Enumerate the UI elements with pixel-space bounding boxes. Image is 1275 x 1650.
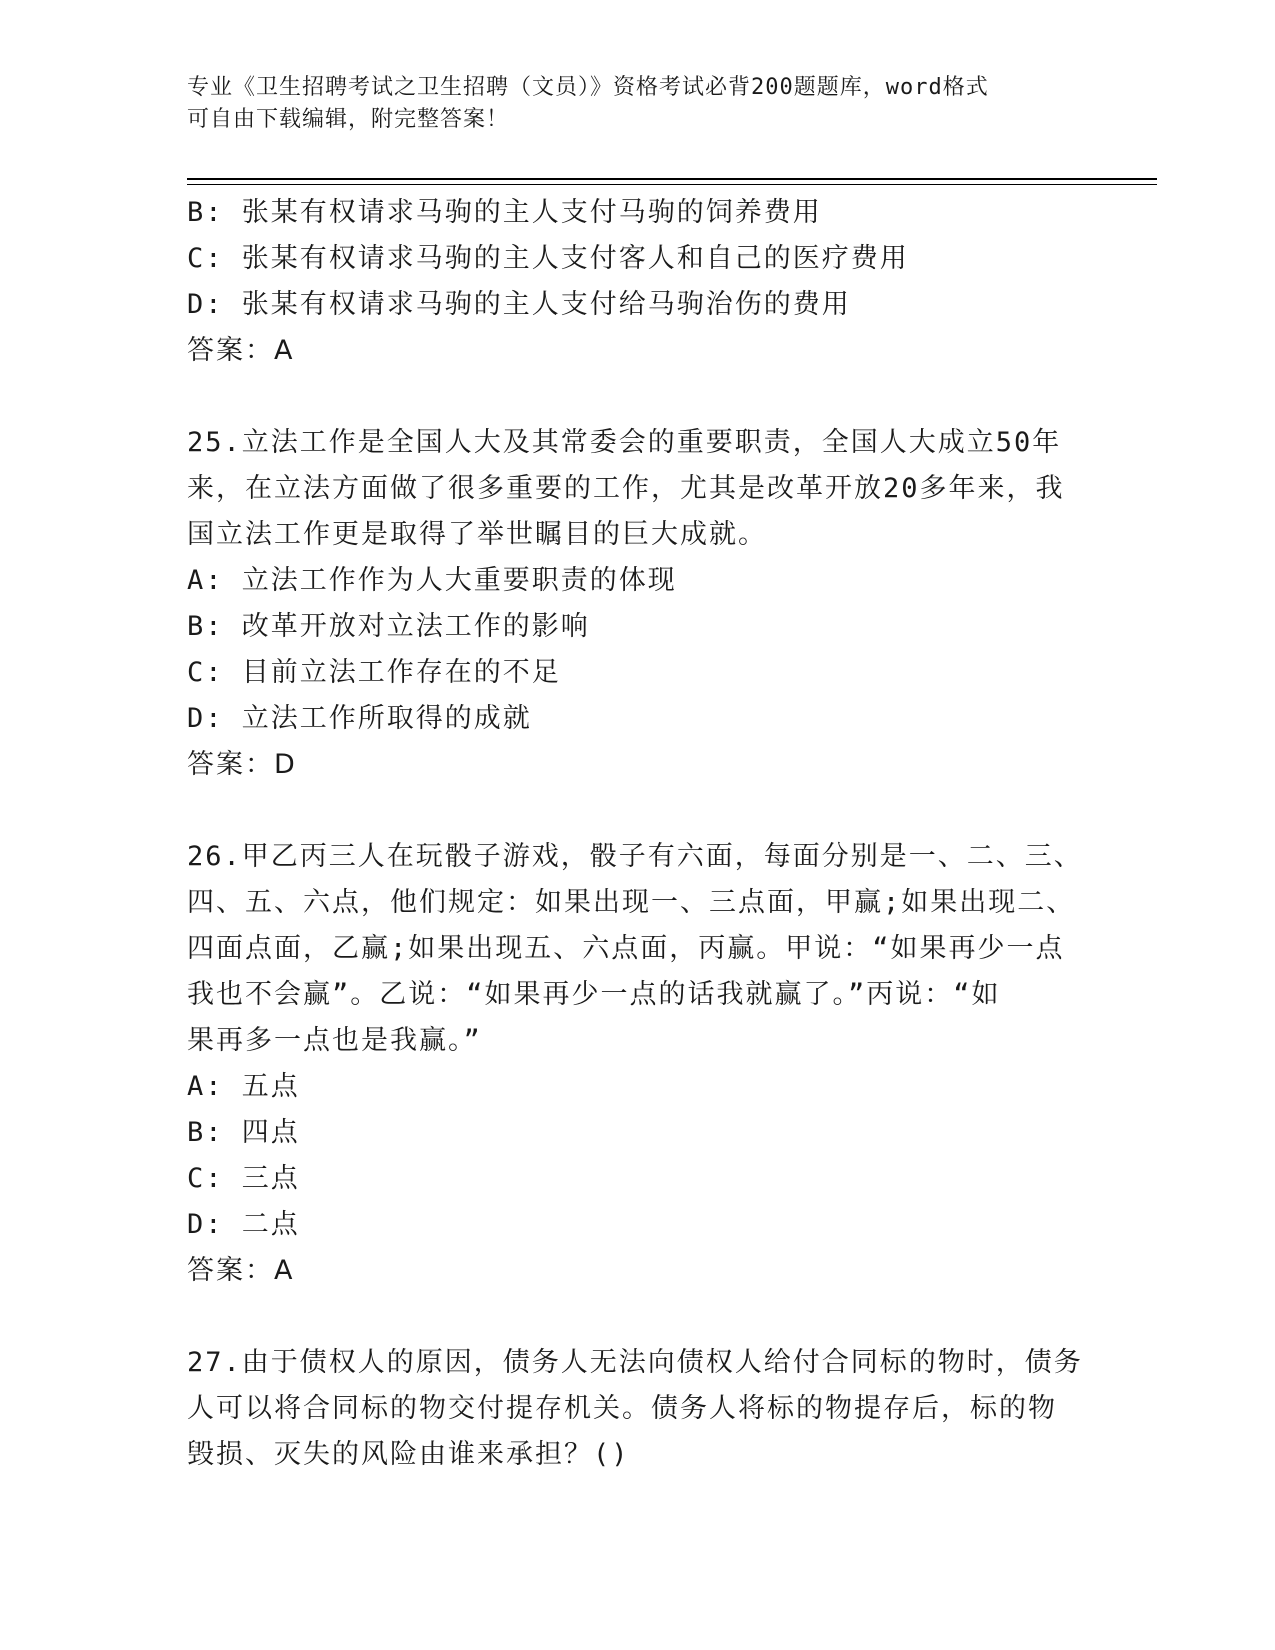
spacer bbox=[187, 1294, 1087, 1340]
question-25 bbox=[187, 420, 1087, 788]
option-b: B: 张某有权请求马驹的主人支付马驹的饲养费用 bbox=[187, 197, 822, 228]
question-text-line: 25.立法工作是全国人大及其常委会的重要职责，全国人大成立50年 bbox=[187, 427, 1062, 458]
option-d: D: 二点 bbox=[187, 1209, 300, 1240]
question-text-line: 果再多一点也是我赢。” bbox=[187, 1025, 482, 1056]
question-26 bbox=[187, 834, 1087, 1294]
option-c: C: 三点 bbox=[187, 1163, 300, 1194]
header-rule-thin bbox=[187, 184, 1157, 185]
option-c: C: 张某有权请求马驹的主人支付客人和自己的医疗费用 bbox=[187, 243, 909, 274]
question-text-line: 人可以将合同标的物交付提存机关。债务人将标的物提存后，标的物 bbox=[187, 1393, 1057, 1424]
option-b: B: 四点 bbox=[187, 1117, 300, 1148]
option-d: D: 立法工作所取得的成就 bbox=[187, 703, 532, 734]
header-line-1: 专业《卫生招聘考试之卫生招聘（文员）》资格考试必背200题题库，word格式 bbox=[187, 75, 989, 100]
question-text-line: 27.由于债权人的原因，债务人无法向债权人给付合同标的物时，债务 bbox=[187, 1347, 1083, 1378]
question-text-line: 国立法工作更是取得了举世瞩目的巨大成就。 bbox=[187, 519, 767, 550]
question-24-tail bbox=[187, 190, 1087, 374]
question-text-line: 来，在立法方面做了很多重要的工作，尤其是改革开放20多年来，我 bbox=[187, 473, 1065, 504]
option-c: C: 目前立法工作存在的不足 bbox=[187, 657, 561, 688]
question-27 bbox=[187, 1340, 1087, 1478]
question-text-line: 四、五、六点，他们规定：如果出现一、三点面，甲赢;如果出现二、 bbox=[187, 887, 1076, 918]
header-line-2: 可自由下载编辑，附完整答案！ bbox=[187, 107, 510, 132]
option-b: B: 改革开放对立法工作的影响 bbox=[187, 611, 590, 642]
option-a: A: 五点 bbox=[187, 1071, 300, 1102]
answer-line: 答案：D bbox=[187, 749, 297, 780]
spacer bbox=[187, 788, 1087, 834]
question-text-line: 四面点面，乙赢;如果出现五、六点面，丙赢。甲说：“如果再少一点 bbox=[187, 933, 1065, 964]
question-text-line: 26.甲乙丙三人在玩骰子游戏，骰子有六面，每面分别是一、二、三、 bbox=[187, 841, 1083, 872]
answer-line: 答案：A bbox=[187, 1255, 295, 1286]
header-rule-thick bbox=[187, 178, 1157, 180]
option-d: D: 张某有权请求马驹的主人支付给马驹治伤的费用 bbox=[187, 289, 851, 320]
question-text-line: 我也不会赢”。乙说：“如果再少一点的话我就赢了。”丙说：“如 bbox=[187, 979, 1001, 1010]
spacer bbox=[187, 374, 1087, 420]
answer-line: 答案：A bbox=[187, 335, 295, 366]
question-text-line: 毁损、灭失的风险由谁来承担？() bbox=[187, 1439, 630, 1470]
option-a: A: 立法工作作为人大重要职责的体现 bbox=[187, 565, 677, 596]
question-content bbox=[187, 190, 1087, 1478]
document-header bbox=[187, 72, 1067, 136]
